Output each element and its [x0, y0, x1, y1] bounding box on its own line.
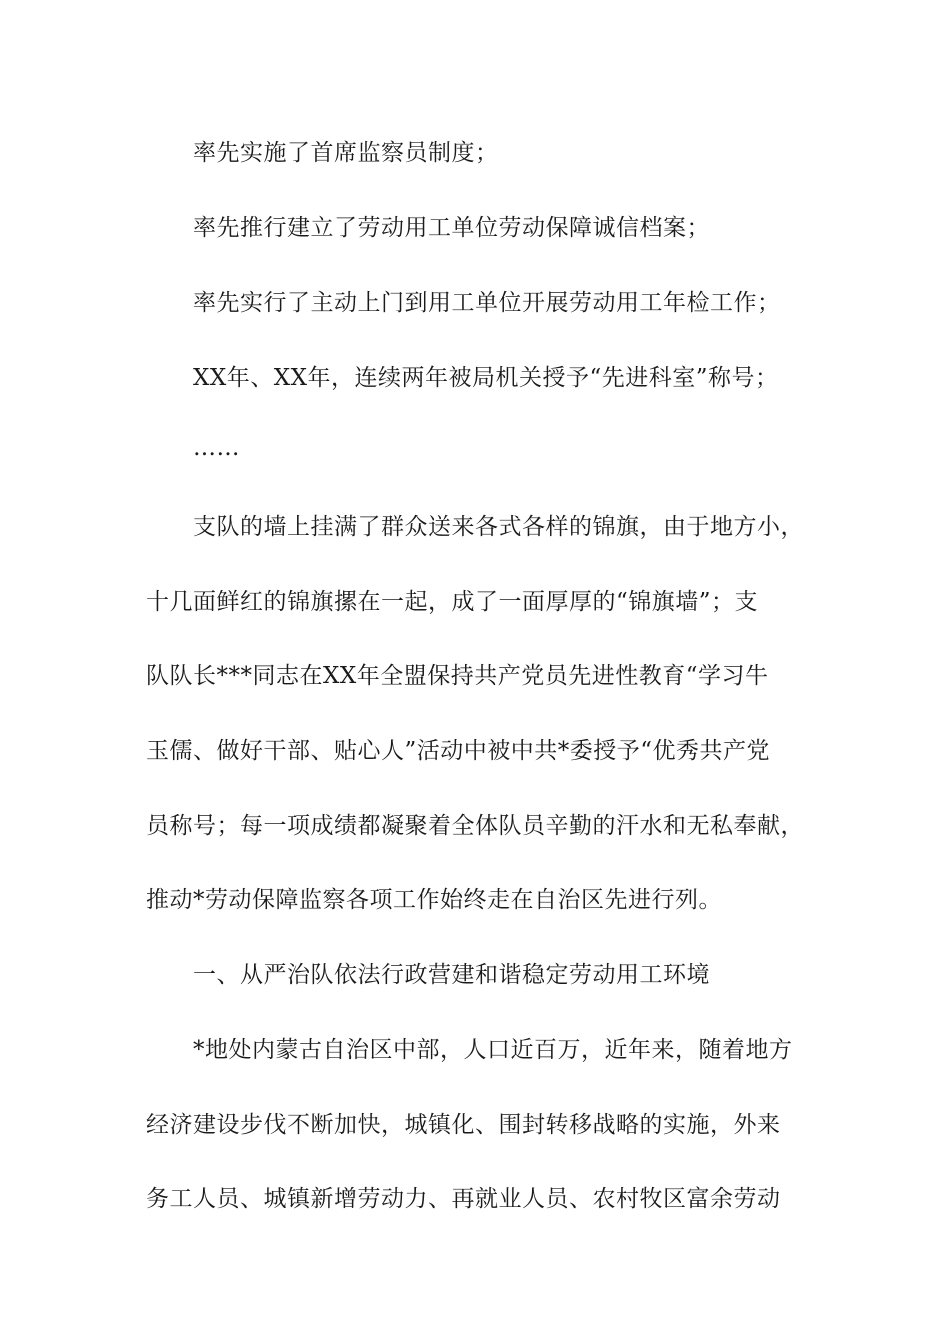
paragraph-banners-line-6: 推动*劳动保障监察各项工作始终走在自治区先进行列。 [146, 887, 722, 913]
list-ellipsis: …… [193, 435, 240, 461]
list-item-chief-inspector: 率先实施了首席监察员制度； [193, 140, 499, 166]
paragraph-banners-line-2: 十几面鲜红的锦旗摞在一起，成了一面厚厚的“锦旗墙”；支 [146, 589, 759, 615]
list-item-advanced-office: XX年、XX年，连续两年被局机关授予“先进科室”称号； [193, 365, 779, 391]
paragraph-banners-line-3: 队队长***同志在XX年全盟保持共产党员先进性教育“学习牛 [146, 663, 769, 689]
paragraph-region-line-3: 务工人员、城镇新增劳动力、再就业人员、农村牧区富余劳动 [146, 1186, 781, 1212]
list-item-integrity-archive: 率先推行建立了劳动用工单位劳动保障诚信档案； [193, 215, 710, 241]
list-item-annual-inspection: 率先实行了主动上门到用工单位开展劳动用工年检工作； [193, 290, 781, 316]
paragraph-region-line-2: 经济建设步伐不断加快，城镇化、围封转移战略的实施，外来 [146, 1112, 781, 1138]
paragraph-banners-line-4: 玉儒、做好干部、贴心人”活动中被中共*委授予“优秀共产党 [146, 738, 771, 764]
paragraph-region-line-1: *地处内蒙古自治区中部，人口近百万，近年来，随着地方 [193, 1037, 793, 1063]
paragraph-banners-line-5: 员称号；每一项成绩都凝聚着全体队员辛勤的汗水和无私奉献， [146, 813, 804, 839]
section-heading: 一、从严治队依法行政营建和谐稳定劳动用工环境 [193, 962, 710, 988]
paragraph-banners-line-1: 支队的墙上挂满了群众送来各式各样的锦旗，由于地方小， [193, 514, 804, 540]
